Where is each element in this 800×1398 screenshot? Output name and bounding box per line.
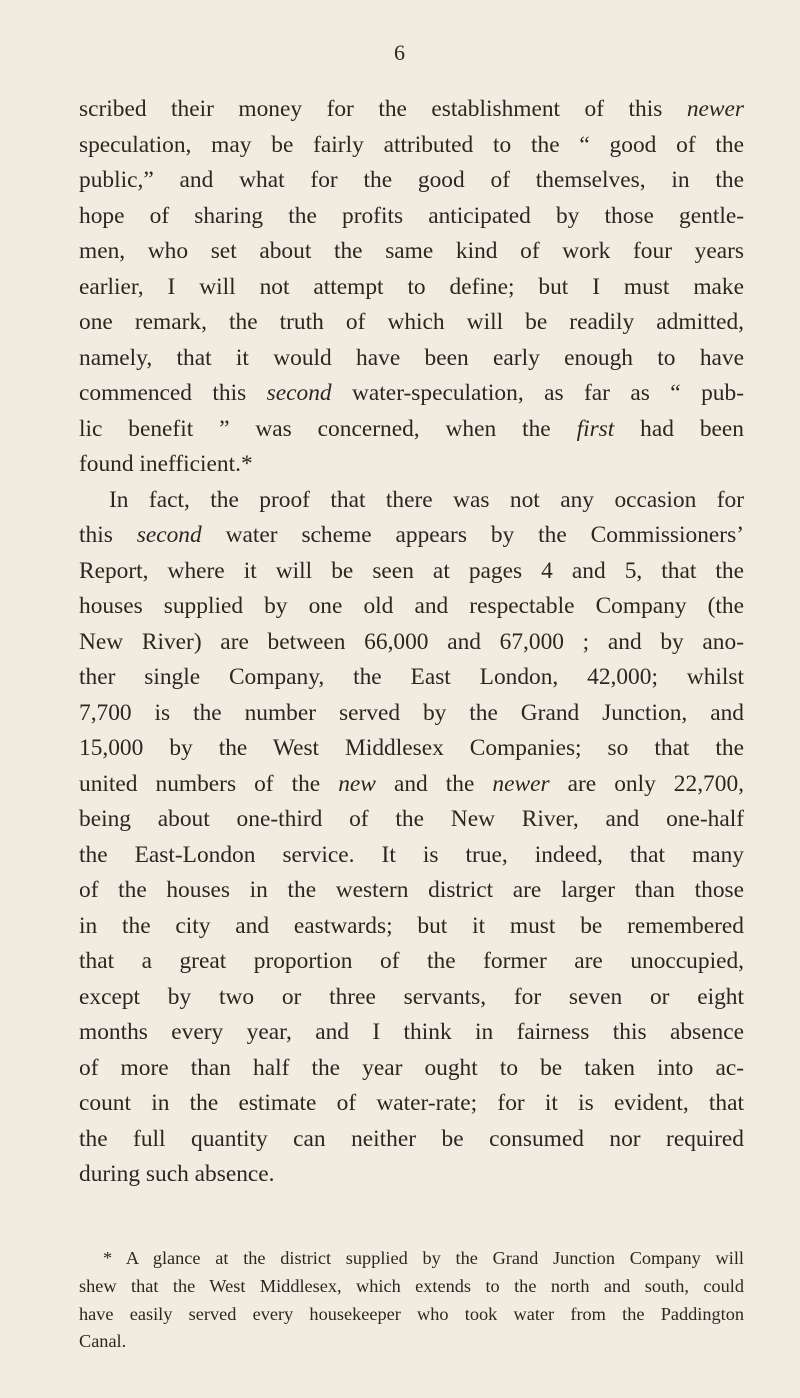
- text-line: 7,700 is the number served by the Grand Junction, and: [79, 699, 744, 726]
- text-line: earlier, I will not attempt to define; but I must make: [79, 273, 744, 300]
- paragraph-start-line: In fact, the proof that there was not any occasion for: [109, 486, 744, 513]
- text-line: months every year, and I think in fairness this absence: [79, 1019, 744, 1045]
- text-line: 15,000 by the West Middlesex Companies; so that the: [79, 735, 744, 761]
- text-line: lic benefit ” was concerned, when the first had been: [79, 415, 745, 442]
- text-line: being about one-third of the New River, and one-half: [79, 806, 744, 832]
- body-text: [79, 92, 744, 1193]
- text-line: this second water scheme appears by the Commissioners’: [79, 522, 744, 548]
- italic-word: second: [266, 380, 332, 406]
- italic-word: first: [576, 415, 615, 442]
- text-line: the full quantity can neither be consumed nor required: [79, 1125, 744, 1152]
- text-line: speculation, may be fairly attributed to the “ good of the: [79, 131, 744, 158]
- footnote: [79, 1245, 744, 1356]
- text-line: the East-London service. It is true, indeed, that many: [79, 841, 744, 868]
- text-line: in the city and eastwards; but it must be remembered: [79, 912, 744, 939]
- footnote-line: have easily served every housekeeper who took water from the Paddington: [79, 1303, 744, 1324]
- text-line: of more than half the year ought to be taken into ac-: [79, 1054, 744, 1081]
- footnote-line: * A glance at the district supplied by the Grand Junction Company will: [103, 1248, 744, 1268]
- paragraph-end-line: found inefficient.*: [79, 451, 253, 477]
- text-line: namely, that it would have been early enough to have: [79, 344, 744, 371]
- text-line: count in the estimate of water-rate; for it is evident, that: [79, 1090, 744, 1116]
- italic-word: newer: [492, 770, 550, 797]
- text-line: Report, where it will be seen at pages 4 and 5, that the: [79, 557, 744, 584]
- text-line: New River) are between 66,000 and 67,000 ; and by ano-: [79, 628, 744, 655]
- text-line: except by two or three servants, for seven or eight: [79, 983, 744, 1010]
- text-line: ther single Company, the East London, 42,000; whilst: [79, 664, 744, 690]
- text-line: hope of sharing the profits anticipated by those gentle-: [79, 202, 744, 229]
- italic-word: new: [338, 770, 376, 797]
- italic-word: newer: [686, 96, 744, 122]
- footnote-line: shew that the West Middlesex, which extends to the north and south, could: [79, 1275, 744, 1296]
- page-number: 6: [394, 40, 406, 65]
- italic-word: second: [136, 522, 202, 548]
- text-line: public,” and what for the good of themselves, in the: [79, 167, 744, 193]
- footnote-line: Canal.: [79, 1331, 127, 1352]
- text-line: one remark, the truth of which will be readily admitted,: [79, 309, 744, 335]
- text-line: that a great proportion of the former are unoccupied,: [79, 948, 744, 974]
- text-line: commenced this second water-speculation, as far as “ pub-: [79, 380, 744, 406]
- text-line: men, who set about the same kind of work four years: [79, 238, 744, 264]
- paragraph-end-line: during such absence.: [79, 1161, 275, 1187]
- text-line: houses supplied by one old and respectable Company (the: [79, 593, 744, 619]
- text-line: scribed their money for the establishment of this newer: [79, 96, 744, 122]
- text-line: united numbers of the new and the newer are only 22,700,: [79, 770, 744, 797]
- text-line: of the houses in the western district are larger than those: [79, 877, 744, 903]
